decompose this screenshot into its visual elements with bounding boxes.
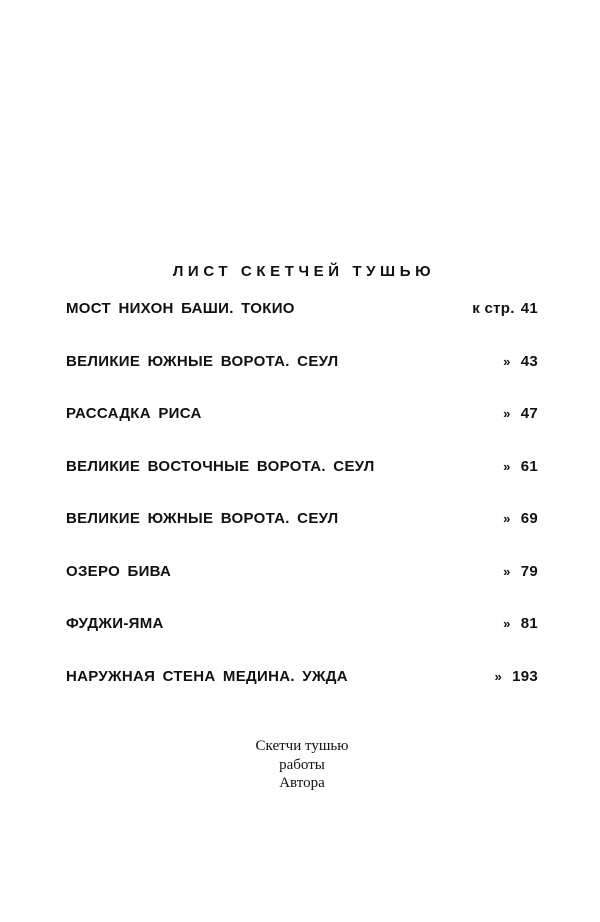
entry-page-number: 47 — [520, 405, 538, 422]
entry-page-ref — [497, 458, 538, 475]
list-heading: ЛИСТ СКЕТЧЕЙ ТУШЬЮ — [172, 263, 436, 280]
entry-page-number: 61 — [520, 457, 538, 475]
list-item — [66, 615, 538, 668]
credit-line-2: работы — [279, 756, 325, 773]
entry-page-number: 79 — [520, 562, 538, 580]
entry-page-number: 41 — [520, 300, 538, 317]
credit-line-3: Автора — [279, 775, 325, 791]
entry-title: ВЕЛИКИЕ ВОСТОЧНЫЕ ВОРОТА. СЕУЛ — [66, 457, 375, 475]
entry-title: ВЕЛИКИЕ ЮЖНЫЕ ВОРОТА. СЕУЛ — [66, 352, 339, 370]
ditto-mark: » — [503, 511, 511, 526]
entry-page-ref — [497, 510, 538, 527]
list-item — [66, 510, 538, 563]
ditto-mark: » — [494, 668, 503, 684]
entry-page-ref — [488, 668, 538, 685]
entry-page-prefix: к стр. — [472, 300, 515, 317]
list-item — [66, 458, 538, 511]
list-item — [66, 405, 538, 458]
ditto-mark: » — [503, 458, 511, 474]
ditto-mark: » — [503, 353, 511, 369]
entry-title: ОЗЕРО БИВА — [66, 562, 172, 580]
entry-title: НАРУЖНАЯ СТЕНА МЕДИНА. УЖДА — [66, 667, 348, 685]
entry-page-number: 69 — [520, 510, 538, 527]
entry-page-ref — [497, 353, 538, 370]
entry-page-ref — [497, 405, 538, 422]
entry-title: РАССАДКА РИСА — [66, 405, 202, 422]
sketch-list — [66, 300, 538, 720]
author-credit — [0, 737, 600, 793]
ditto-mark: » — [503, 616, 511, 631]
list-item — [66, 668, 538, 721]
list-item — [66, 300, 538, 353]
entry-title: МОСТ НИХОН БАШИ. ТОКИО — [66, 300, 295, 317]
entry-page-ref — [497, 615, 538, 632]
entry-page-number: 43 — [520, 352, 538, 370]
credit-line-1: Скетчи тушью — [255, 738, 349, 754]
entry-page-ref — [497, 563, 538, 580]
entry-page-number: 193 — [512, 667, 538, 685]
list-item — [66, 353, 538, 406]
entry-page-number: 81 — [520, 615, 538, 632]
entry-title: ВЕЛИКИЕ ЮЖНЫЕ ВОРОТА. СЕУЛ — [66, 510, 339, 527]
entry-page-ref — [472, 300, 538, 317]
ditto-mark: » — [503, 563, 511, 579]
list-item — [66, 563, 538, 616]
ditto-mark: » — [503, 406, 511, 421]
entry-title: ФУДЖИ-ЯМА — [66, 615, 164, 632]
